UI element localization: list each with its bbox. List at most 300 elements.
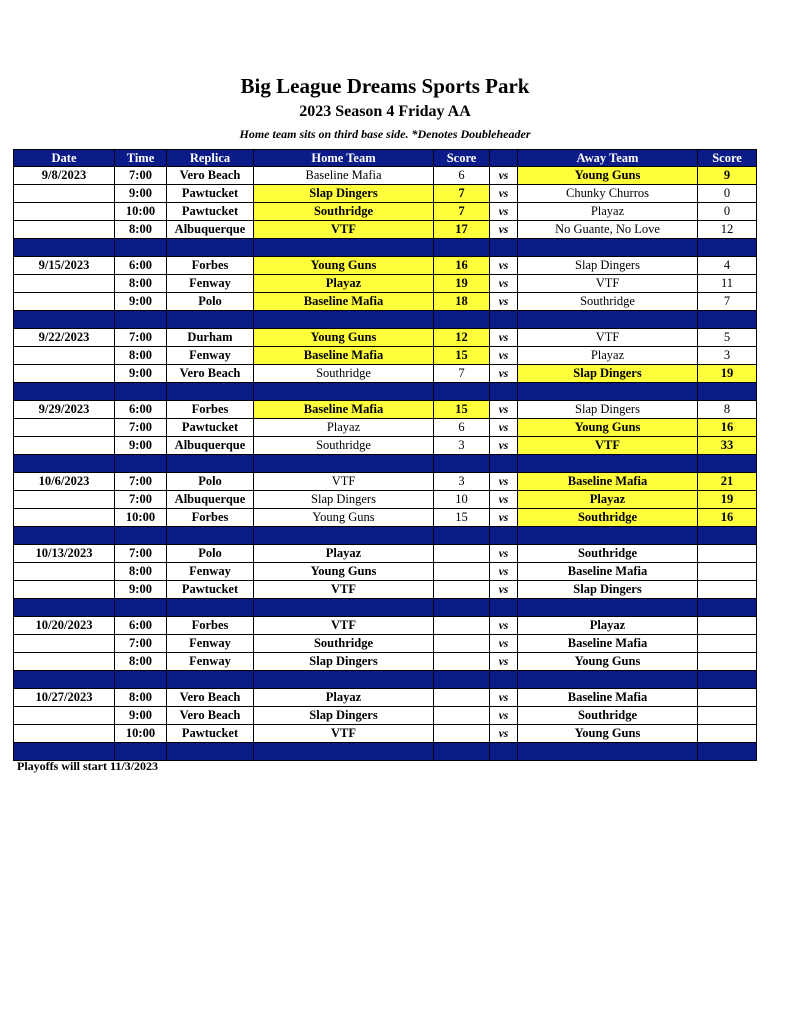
game-time: 8:00 xyxy=(115,653,167,671)
separator-cell xyxy=(14,311,115,329)
away-team: VTF xyxy=(518,275,698,293)
game-row xyxy=(14,653,757,671)
separator-cell xyxy=(167,455,254,473)
away-score: 8 xyxy=(698,401,757,419)
separator-cell xyxy=(490,383,518,401)
separator-cell xyxy=(434,599,490,617)
game-replica: Forbes xyxy=(167,257,254,275)
away-team: Baseline Mafia xyxy=(518,473,698,491)
vs-label: vs xyxy=(490,185,518,203)
away-score: 4 xyxy=(698,257,757,275)
game-time: 10:00 xyxy=(115,725,167,743)
game-row xyxy=(14,257,757,275)
separator-cell xyxy=(518,239,698,257)
game-date: 10/6/2023 xyxy=(14,473,115,491)
game-replica: Albuquerque xyxy=(167,221,254,239)
separator-cell xyxy=(698,383,757,401)
home-score xyxy=(434,653,490,671)
game-time: 9:00 xyxy=(115,365,167,383)
separator-cell xyxy=(254,527,434,545)
game-row xyxy=(14,725,757,743)
game-row xyxy=(14,167,757,185)
separator-cell xyxy=(518,311,698,329)
vs-label: vs xyxy=(490,167,518,185)
week-separator xyxy=(14,311,757,329)
home-score xyxy=(434,707,490,725)
game-date xyxy=(14,419,115,437)
vs-label: vs xyxy=(490,437,518,455)
away-team: Southridge xyxy=(518,509,698,527)
game-replica: Vero Beach xyxy=(167,365,254,383)
vs-label: vs xyxy=(490,689,518,707)
game-time: 10:00 xyxy=(115,203,167,221)
away-team: Slap Dingers xyxy=(518,365,698,383)
playoffs-note: Playoffs will start 11/3/2023 xyxy=(17,759,158,773)
game-replica: Pawtucket xyxy=(167,725,254,743)
game-replica: Durham xyxy=(167,329,254,347)
game-replica: Fenway xyxy=(167,275,254,293)
away-score: 16 xyxy=(698,419,757,437)
game-row xyxy=(14,221,757,239)
home-score: 6 xyxy=(434,419,490,437)
away-team: Southridge xyxy=(518,545,698,563)
home-score: 15 xyxy=(434,401,490,419)
home-score xyxy=(434,563,490,581)
away-score xyxy=(698,653,757,671)
separator-cell xyxy=(115,527,167,545)
home-score: 3 xyxy=(434,473,490,491)
game-date xyxy=(14,725,115,743)
away-score: 9 xyxy=(698,167,757,185)
home-score xyxy=(434,581,490,599)
away-team: Slap Dingers xyxy=(518,401,698,419)
separator-cell xyxy=(254,599,434,617)
away-score xyxy=(698,581,757,599)
header-home-score: Score xyxy=(434,150,490,167)
home-team-note: Home team sits on third base side. *Denotes Doubleheader xyxy=(239,127,531,141)
week-separator xyxy=(14,527,757,545)
game-date xyxy=(14,653,115,671)
away-score: 12 xyxy=(698,221,757,239)
away-score xyxy=(698,545,757,563)
vs-label: vs xyxy=(490,275,518,293)
game-date xyxy=(14,437,115,455)
game-replica: Polo xyxy=(167,293,254,311)
game-row xyxy=(14,563,757,581)
home-team: Playaz xyxy=(254,419,434,437)
separator-cell xyxy=(434,311,490,329)
home-score: 16 xyxy=(434,257,490,275)
vs-label: vs xyxy=(490,329,518,347)
game-time: 9:00 xyxy=(115,581,167,599)
separator-cell xyxy=(115,383,167,401)
separator-cell xyxy=(167,311,254,329)
separator-cell xyxy=(490,599,518,617)
away-team: VTF xyxy=(518,329,698,347)
away-team: Young Guns xyxy=(518,725,698,743)
home-score: 19 xyxy=(434,275,490,293)
game-replica: Fenway xyxy=(167,653,254,671)
away-team: Young Guns xyxy=(518,167,698,185)
separator-cell xyxy=(167,239,254,257)
game-date: 9/22/2023 xyxy=(14,329,115,347)
game-replica: Fenway xyxy=(167,635,254,653)
game-time: 10:00 xyxy=(115,509,167,527)
game-date: 10/13/2023 xyxy=(14,545,115,563)
game-date xyxy=(14,563,115,581)
separator-cell xyxy=(518,455,698,473)
away-team: Young Guns xyxy=(518,653,698,671)
week-separator xyxy=(14,455,757,473)
away-team: Chunky Churros xyxy=(518,185,698,203)
game-date xyxy=(14,365,115,383)
separator-cell xyxy=(698,527,757,545)
page-subtitle: 2023 Season 4 Friday AA xyxy=(299,103,471,120)
home-team: Playaz xyxy=(254,545,434,563)
home-team: VTF xyxy=(254,617,434,635)
schedule-body xyxy=(14,167,757,761)
away-team: Slap Dingers xyxy=(518,581,698,599)
away-score: 3 xyxy=(698,347,757,365)
game-date xyxy=(14,635,115,653)
game-row xyxy=(14,329,757,347)
game-date xyxy=(14,221,115,239)
home-score xyxy=(434,545,490,563)
away-team: Southridge xyxy=(518,707,698,725)
away-team: Slap Dingers xyxy=(518,257,698,275)
game-time: 9:00 xyxy=(115,185,167,203)
separator-cell xyxy=(254,671,434,689)
separator-cell xyxy=(14,239,115,257)
game-row xyxy=(14,707,757,725)
separator-cell xyxy=(698,239,757,257)
separator-cell xyxy=(254,311,434,329)
game-replica: Vero Beach xyxy=(167,707,254,725)
away-score: 19 xyxy=(698,365,757,383)
game-date xyxy=(14,185,115,203)
game-row xyxy=(14,617,757,635)
separator-cell xyxy=(14,671,115,689)
separator-cell xyxy=(14,743,115,761)
game-time: 7:00 xyxy=(115,491,167,509)
game-time: 8:00 xyxy=(115,347,167,365)
game-row xyxy=(14,185,757,203)
separator-cell xyxy=(518,599,698,617)
game-time: 9:00 xyxy=(115,437,167,455)
vs-label: vs xyxy=(490,563,518,581)
home-team: Slap Dingers xyxy=(254,707,434,725)
separator-cell xyxy=(434,527,490,545)
separator-cell xyxy=(434,239,490,257)
game-replica: Forbes xyxy=(167,509,254,527)
separator-cell xyxy=(518,383,698,401)
week-separator xyxy=(14,671,757,689)
away-team: Baseline Mafia xyxy=(518,563,698,581)
game-date xyxy=(14,275,115,293)
separator-cell xyxy=(254,743,434,761)
separator-cell xyxy=(115,455,167,473)
away-score xyxy=(698,617,757,635)
separator-cell xyxy=(518,671,698,689)
home-team: Slap Dingers xyxy=(254,653,434,671)
vs-label: vs xyxy=(490,725,518,743)
vs-label: vs xyxy=(490,365,518,383)
game-time: 9:00 xyxy=(115,293,167,311)
game-time: 8:00 xyxy=(115,563,167,581)
home-team: VTF xyxy=(254,221,434,239)
separator-cell xyxy=(698,743,757,761)
separator-cell xyxy=(115,743,167,761)
away-score xyxy=(698,725,757,743)
home-score xyxy=(434,635,490,653)
week-separator xyxy=(14,743,757,761)
game-replica: Albuquerque xyxy=(167,437,254,455)
header-row xyxy=(14,150,757,167)
separator-cell xyxy=(167,743,254,761)
game-replica: Pawtucket xyxy=(167,203,254,221)
home-score: 15 xyxy=(434,347,490,365)
vs-label: vs xyxy=(490,203,518,221)
game-replica: Vero Beach xyxy=(167,167,254,185)
separator-cell xyxy=(115,239,167,257)
game-date xyxy=(14,203,115,221)
game-time: 6:00 xyxy=(115,257,167,275)
separator-cell xyxy=(14,383,115,401)
game-replica: Polo xyxy=(167,473,254,491)
home-score: 7 xyxy=(434,185,490,203)
separator-cell xyxy=(434,383,490,401)
home-score: 15 xyxy=(434,509,490,527)
away-score: 21 xyxy=(698,473,757,491)
game-date: 10/20/2023 xyxy=(14,617,115,635)
game-time: 7:00 xyxy=(115,635,167,653)
game-replica: Pawtucket xyxy=(167,581,254,599)
home-team: Baseline Mafia xyxy=(254,347,434,365)
vs-label: vs xyxy=(490,401,518,419)
separator-cell xyxy=(434,743,490,761)
away-team: Baseline Mafia xyxy=(518,635,698,653)
vs-label: vs xyxy=(490,257,518,275)
separator-cell xyxy=(518,743,698,761)
separator-cell xyxy=(490,455,518,473)
game-time: 7:00 xyxy=(115,167,167,185)
game-replica: Pawtucket xyxy=(167,185,254,203)
away-score: 0 xyxy=(698,203,757,221)
header-time: Time xyxy=(115,150,167,167)
game-row xyxy=(14,491,757,509)
away-score: 33 xyxy=(698,437,757,455)
home-team: Young Guns xyxy=(254,509,434,527)
separator-cell xyxy=(698,455,757,473)
home-score xyxy=(434,689,490,707)
game-row xyxy=(14,293,757,311)
separator-cell xyxy=(698,311,757,329)
game-replica: Pawtucket xyxy=(167,419,254,437)
home-score: 6 xyxy=(434,167,490,185)
home-team: Slap Dingers xyxy=(254,491,434,509)
game-replica: Albuquerque xyxy=(167,491,254,509)
separator-cell xyxy=(14,527,115,545)
home-team: Southridge xyxy=(254,365,434,383)
week-separator xyxy=(14,599,757,617)
game-date xyxy=(14,581,115,599)
away-score xyxy=(698,707,757,725)
game-date: 9/29/2023 xyxy=(14,401,115,419)
away-score: 5 xyxy=(698,329,757,347)
game-row xyxy=(14,275,757,293)
vs-label: vs xyxy=(490,293,518,311)
separator-cell xyxy=(115,599,167,617)
away-score xyxy=(698,563,757,581)
game-date xyxy=(14,347,115,365)
away-team: VTF xyxy=(518,437,698,455)
game-replica: Fenway xyxy=(167,347,254,365)
game-date: 9/15/2023 xyxy=(14,257,115,275)
away-score: 7 xyxy=(698,293,757,311)
game-row xyxy=(14,581,757,599)
vs-label: vs xyxy=(490,545,518,563)
vs-label: vs xyxy=(490,653,518,671)
separator-cell xyxy=(434,671,490,689)
separator-cell xyxy=(14,455,115,473)
away-score xyxy=(698,689,757,707)
separator-cell xyxy=(167,671,254,689)
page-title: Big League Dreams Sports Park xyxy=(240,74,530,98)
home-team: Southridge xyxy=(254,203,434,221)
game-replica: Polo xyxy=(167,545,254,563)
game-time: 6:00 xyxy=(115,617,167,635)
game-row xyxy=(14,437,757,455)
game-row xyxy=(14,203,757,221)
home-score: 7 xyxy=(434,203,490,221)
away-team: Playaz xyxy=(518,347,698,365)
home-team: Young Guns xyxy=(254,563,434,581)
game-row xyxy=(14,635,757,653)
home-team: Playaz xyxy=(254,275,434,293)
separator-cell xyxy=(115,311,167,329)
separator-cell xyxy=(518,527,698,545)
separator-cell xyxy=(14,599,115,617)
away-team: No Guante, No Love xyxy=(518,221,698,239)
home-team: Baseline Mafia xyxy=(254,293,434,311)
home-team: Playaz xyxy=(254,689,434,707)
vs-label: vs xyxy=(490,581,518,599)
game-row xyxy=(14,419,757,437)
home-team: VTF xyxy=(254,725,434,743)
game-time: 7:00 xyxy=(115,329,167,347)
header-replica: Replica xyxy=(167,150,254,167)
away-team: Playaz xyxy=(518,617,698,635)
game-row xyxy=(14,365,757,383)
separator-cell xyxy=(254,383,434,401)
separator-cell xyxy=(167,383,254,401)
home-team: Southridge xyxy=(254,437,434,455)
home-score: 17 xyxy=(434,221,490,239)
separator-cell xyxy=(490,311,518,329)
away-score: 19 xyxy=(698,491,757,509)
game-replica: Vero Beach xyxy=(167,689,254,707)
home-score: 3 xyxy=(434,437,490,455)
home-team: Slap Dingers xyxy=(254,185,434,203)
vs-label: vs xyxy=(490,617,518,635)
separator-cell xyxy=(490,239,518,257)
game-date: 10/27/2023 xyxy=(14,689,115,707)
home-score: 10 xyxy=(434,491,490,509)
game-date xyxy=(14,491,115,509)
home-team: Southridge xyxy=(254,635,434,653)
away-team: Playaz xyxy=(518,491,698,509)
vs-label: vs xyxy=(490,707,518,725)
away-team: Young Guns xyxy=(518,419,698,437)
game-time: 7:00 xyxy=(115,419,167,437)
away-team: Southridge xyxy=(518,293,698,311)
home-score xyxy=(434,725,490,743)
header-date: Date xyxy=(14,150,115,167)
separator-cell xyxy=(698,599,757,617)
away-score: 16 xyxy=(698,509,757,527)
separator-cell xyxy=(115,671,167,689)
game-row xyxy=(14,401,757,419)
separator-cell xyxy=(254,455,434,473)
home-score: 18 xyxy=(434,293,490,311)
game-date xyxy=(14,509,115,527)
away-team: Baseline Mafia xyxy=(518,689,698,707)
game-time: 8:00 xyxy=(115,275,167,293)
away-team: Playaz xyxy=(518,203,698,221)
game-replica: Forbes xyxy=(167,401,254,419)
separator-cell xyxy=(698,671,757,689)
game-date: 9/8/2023 xyxy=(14,167,115,185)
game-row xyxy=(14,509,757,527)
home-score xyxy=(434,617,490,635)
game-time: 7:00 xyxy=(115,545,167,563)
header-vs xyxy=(490,150,518,167)
game-time: 8:00 xyxy=(115,221,167,239)
separator-cell xyxy=(167,527,254,545)
home-team: Young Guns xyxy=(254,257,434,275)
game-replica: Fenway xyxy=(167,563,254,581)
home-team: VTF xyxy=(254,581,434,599)
game-row xyxy=(14,347,757,365)
header-away-team: Away Team xyxy=(518,150,698,167)
game-time: 9:00 xyxy=(115,707,167,725)
game-time: 6:00 xyxy=(115,401,167,419)
header-home-team: Home Team xyxy=(254,150,434,167)
game-row xyxy=(14,545,757,563)
home-team: Baseline Mafia xyxy=(254,401,434,419)
home-team: Young Guns xyxy=(254,329,434,347)
game-row xyxy=(14,689,757,707)
away-score: 0 xyxy=(698,185,757,203)
game-time: 7:00 xyxy=(115,473,167,491)
away-score xyxy=(698,635,757,653)
home-score: 7 xyxy=(434,365,490,383)
separator-cell xyxy=(490,527,518,545)
separator-cell xyxy=(490,671,518,689)
separator-cell xyxy=(254,239,434,257)
week-separator xyxy=(14,239,757,257)
game-date xyxy=(14,707,115,725)
home-team: VTF xyxy=(254,473,434,491)
vs-label: vs xyxy=(490,509,518,527)
separator-cell xyxy=(434,455,490,473)
game-date xyxy=(14,293,115,311)
separator-cell xyxy=(490,743,518,761)
vs-label: vs xyxy=(490,491,518,509)
game-time: 8:00 xyxy=(115,689,167,707)
schedule-table xyxy=(13,149,757,761)
separator-cell xyxy=(167,599,254,617)
